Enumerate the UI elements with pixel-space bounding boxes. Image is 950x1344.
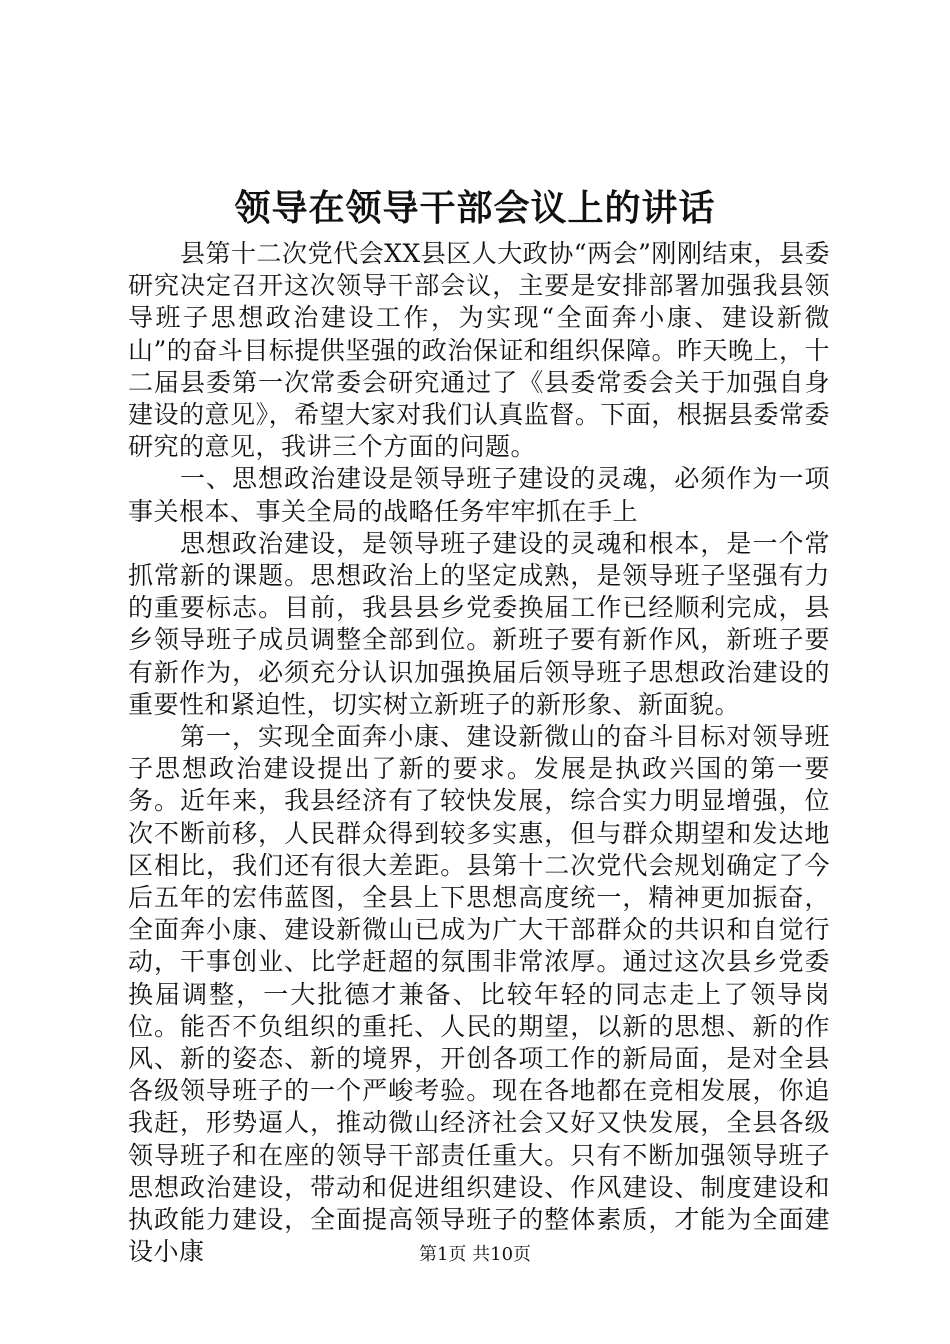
document-body (128, 238, 830, 1269)
paragraph-point-1: 第一，实现全面奔小康、建设新微山的奋斗目标对领导班子思想政治建设提出了新的要求。发展是执政兴国的第一要务。近年来，我县经济有了较快发展，综合实力明显增强，位次不断前移，人民群众得到较多实惠，但与群众期望和发达地区相比，我们还有很大差距。县第十二次党代会规划确定了今后五年的宏伟蓝图，全县上下思想高度统一，精神更加振奋，全面奔小康、建设新微山已成为广大干部群众的共识和自觉行动，干事创业、比学赶超的氛围非常浓厚。通过这次县乡党委换届调整，一大批德才兼备、比较年轻的同志走上了领导岗位。能否不负组织的重托、人民的期望，以新的思想、新的作风、新的姿态、新的境界，开创各项工作的新局面，是对全县各级领导班子的一个严峻考验。现在各地都在竞相发展，你追我赶，形势逼人，推动微山经济社会又好又快发展，全县各级领导班子和在座的领导干部责任重大。只有不断加强领导班子思想政治建设，带动和促进组织建设、作风建设、制度建设和执政能力建设，全面提高领导班子的整体素质，才能为全面建设小康 (128, 722, 830, 1267)
document-title: 领导在领导干部会议上的讲话 (234, 187, 716, 229)
paragraph-section-1: 思想政治建设，是领导班子建设的灵魂和根本，是一个常抓常新的课题。思想政治上的坚定成熟，是领导班子坚强有力的重要标志。目前，我县县乡党委换届工作已经顺利完成，县乡领导班子成员调整全部到位。新班子要有新作风，新班子要有新作为，必须充分认识加强换届后领导班子思想政治建设的重要性和紧迫性，切实树立新班子的新形象、新面貌。 (128, 528, 830, 719)
section-heading-1: 一、思想政治建设是领导班子建设的灵魂，必须作为一项事关根本、事关全局的战略任务牢牢抓在手上 (128, 464, 830, 526)
page-footer: 第1页 共10页 (418, 1244, 532, 1265)
paragraph-intro: 县第十二次党代会XX县区人大政协“两会”刚刚结束，县委研究决定召开这次领导干部会议，主要是安排部署加强我县领导班子思想政治建设工作，为实现“全面奔小康、建设新微山”的奋斗目标提供坚强的政治保证和组织保障。昨天晚上，十二届县委第一次常委会研究通过了《县委常委会关于加强自身建设的意见》，希望大家对我们认真监督。下面，根据县委常委研究的意见，我讲三个方面的问题。 (128, 239, 830, 462)
